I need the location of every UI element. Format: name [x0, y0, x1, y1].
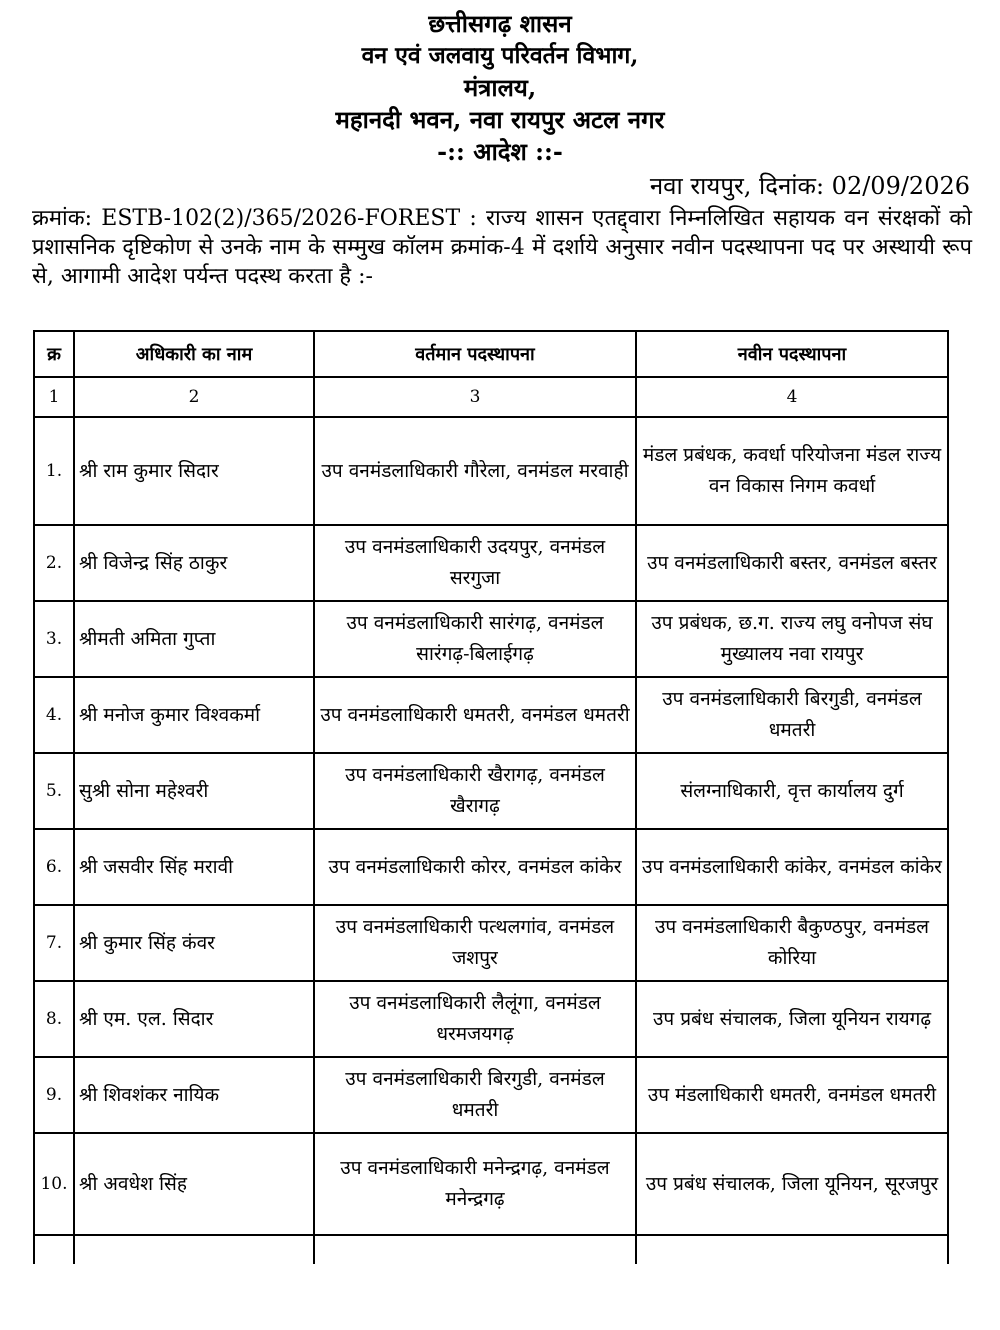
- new-posting-cell: उप प्रबंधक, छ.ग. राज्य लघु वनोपज संघ मुख्यालय नवा रायपुर: [636, 601, 948, 677]
- table-row: [34, 525, 948, 601]
- new-posting-cell: उप वनमंडलाधिकारी कांकेर, वनमंडल कांकेर: [636, 829, 948, 905]
- current-posting-cell: उप वनमंडलाधिकारी सारंगढ़, वनमंडल सारंगढ़-बिलाईगढ़: [314, 601, 636, 677]
- officer-name-cell: श्री अवधेश सिंह: [74, 1133, 314, 1235]
- column-number: 4: [636, 377, 948, 417]
- table-row: [34, 601, 948, 677]
- current-posting-cell: उप वनमंडलाधिकारी उदयपुर, वनमंडल सरगुजा: [314, 525, 636, 601]
- officer-name-cell: श्री शिवशंकर नायिक: [74, 1057, 314, 1133]
- new-posting-cell: उप प्रबंध संचालक, जिला यूनियन, सूरजपुर: [636, 1133, 948, 1235]
- table-row: [34, 677, 948, 753]
- officer-name-cell: सुश्री सोना महेश्वरी: [74, 753, 314, 829]
- officer-name-cell: श्री राम कुमार सिदार: [74, 417, 314, 525]
- header-current-posting: वर्तमान पदस्थापना: [314, 331, 636, 377]
- current-posting-cell: उप वनमंडलाधिकारी कोरर, वनमंडल कांकेर: [314, 829, 636, 905]
- new-posting-cell: उप मंडलाधिकारी धमतरी, वनमंडल धमतरी: [636, 1057, 948, 1133]
- column-number: 2: [74, 377, 314, 417]
- empty-cell: [314, 1235, 636, 1264]
- header-serial: क्र: [34, 331, 74, 377]
- table-row: [34, 753, 948, 829]
- header-officer-name: अधिकारी का नाम: [74, 331, 314, 377]
- new-posting-cell: उप प्रबंध संचालक, जिला यूनियन रायगढ़: [636, 981, 948, 1057]
- serial-cell: 9.: [34, 1057, 74, 1133]
- table-row: [34, 1133, 948, 1235]
- current-posting-cell: उप वनमंडलाधिकारी मनेन्द्रगढ़, वनमंडल मनेन्द्रगढ़: [314, 1133, 636, 1235]
- header-government: छत्तीसगढ़ शासन: [428, 9, 572, 38]
- table-row-continued: [34, 1235, 948, 1264]
- serial-cell: 2.: [34, 525, 74, 601]
- transfer-table: [33, 330, 949, 1264]
- current-posting-cell: उप वनमंडलाधिकारी धमतरी, वनमंडल धमतरी: [314, 677, 636, 753]
- current-posting-cell: उप वनमंडलाधिकारी लैलूंगा, वनमंडल धरमजयगढ़: [314, 981, 636, 1057]
- serial-cell: 6.: [34, 829, 74, 905]
- document-header: [0, 8, 1000, 168]
- serial-cell: 8.: [34, 981, 74, 1057]
- table-row: [34, 829, 948, 905]
- table-row: [34, 981, 948, 1057]
- current-posting-cell: उप वनमंडलाधिकारी पत्थलगांव, वनमंडल जशपुर: [314, 905, 636, 981]
- serial-cell: 4.: [34, 677, 74, 753]
- column-number: 3: [314, 377, 636, 417]
- column-number-row: [34, 377, 948, 417]
- officer-name-cell: श्री जसवीर सिंह मरावी: [74, 829, 314, 905]
- officer-name-cell: श्री कुमार सिंह कंवर: [74, 905, 314, 981]
- serial-cell: 7.: [34, 905, 74, 981]
- serial-cell: 3.: [34, 601, 74, 677]
- table-header-row: [34, 331, 948, 377]
- column-number: 1: [34, 377, 74, 417]
- empty-cell: [34, 1235, 74, 1264]
- officer-name-cell: श्री विजेन्द्र सिंह ठाकुर: [74, 525, 314, 601]
- new-posting-cell: उप वनमंडलाधिकारी बिरगुडी, वनमंडल धमतरी: [636, 677, 948, 753]
- serial-cell: 5.: [34, 753, 74, 829]
- current-posting-cell: उप वनमंडलाधिकारी गौरेला, वनमंडल मरवाही: [314, 417, 636, 525]
- table-row: [34, 905, 948, 981]
- table-row: [34, 1057, 948, 1133]
- header-new-posting: नवीन पदस्थापना: [636, 331, 948, 377]
- header-order-title: -:: आदेश ::-: [437, 137, 563, 166]
- officer-name-cell: श्रीमती अमिता गुप्ता: [74, 601, 314, 677]
- empty-cell: [74, 1235, 314, 1264]
- current-posting-cell: उप वनमंडलाधिकारी खैरागढ़, वनमंडल खैरागढ़: [314, 753, 636, 829]
- new-posting-cell: मंडल प्रबंधक, कवर्धा परियोजना मंडल राज्य वन विकास निगम कवर्धा: [636, 417, 948, 525]
- order-intro-paragraph: क्रमांक: ESTB-102(2)/365/2026-FOREST : राज्य शासन एतद्द्वारा निम्नलिखित सहायक वन संरक्षकों को प्रशासनिक दृष्टिकोण से उनके नाम के सम्मुख कॉलम क्रमांक-4 में दर्शाये अनुसार नवीन पदस्थापना पद पर अस्थायी रूप से, आगामी आदेश पर्यन्त पदस्थ करता है :-: [32, 206, 972, 289]
- table-row: [34, 417, 948, 525]
- officer-name-cell: श्री एम. एल. सिदार: [74, 981, 314, 1057]
- serial-cell: 1.: [34, 417, 74, 525]
- new-posting-cell: उप वनमंडलाधिकारी बैकुण्ठपुर, वनमंडल कोरिया: [636, 905, 948, 981]
- current-posting-cell: उप वनमंडलाधिकारी बिरगुडी, वनमंडल धमतरी: [314, 1057, 636, 1133]
- header-address: महानदी भवन, नवा रायपुर अटल नगर: [335, 105, 665, 134]
- new-posting-cell: संलग्नाधिकारी, वृत्त कार्यालय दुर्ग: [636, 753, 948, 829]
- serial-cell: 10.: [34, 1133, 74, 1235]
- order-date: नवा रायपुर, दिनांक: 02/09/2026: [649, 172, 970, 200]
- empty-cell: [636, 1235, 948, 1264]
- new-posting-cell: उप वनमंडलाधिकारी बस्तर, वनमंडल बस्तर: [636, 525, 948, 601]
- header-department: वन एवं जलवायु परिवर्तन विभाग,: [361, 42, 639, 69]
- header-ministry: मंत्रालय,: [463, 73, 537, 102]
- officer-name-cell: श्री मनोज कुमार विश्वकर्मा: [74, 677, 314, 753]
